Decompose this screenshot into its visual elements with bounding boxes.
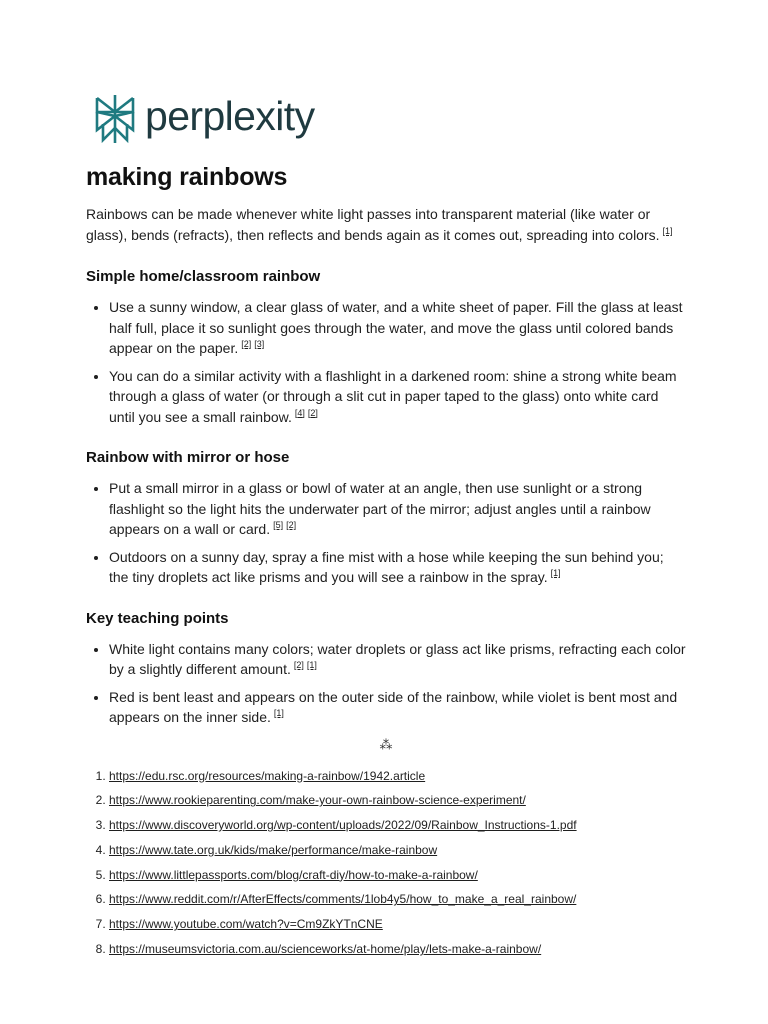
intro-paragraph (86, 204, 686, 246)
section-list-mirror-hose (86, 478, 686, 588)
reference-link[interactable]: https://www.tate.org.uk/kids/make/performance/make-rainbow (109, 842, 438, 857)
reference-item (109, 917, 686, 932)
reference-link[interactable]: https://www.discoveryworld.org/wp-content/uploads/2022/09/Rainbow_Instructions-1.pdf (109, 818, 577, 833)
citation (295, 408, 305, 418)
brand-logo (94, 94, 314, 144)
reference-link[interactable]: https://www.littlepassports.com/blog/craft-diy/how-to-make-a-rainbow/ (109, 867, 478, 882)
list-item-text: Use a sunny window, a clear glass of water, and a white sheet of paper. Fill the glass at least half full, place it so sunlight goes through the water, and move the glass until colored bands appear on the paper. (109, 299, 683, 356)
reference-item (109, 793, 686, 808)
list-item (109, 639, 686, 680)
list-item-text: You can do a similar activity with a flashlight in a darkened room: shine a strong white beam through a glass of water (or through a slit cut in paper taped to the glass) onto white card until you see a small rainbow. (109, 367, 677, 425)
list-item (109, 547, 686, 588)
citation-link[interactable]: [2] (307, 407, 318, 418)
citation (273, 520, 283, 530)
citation-link[interactable]: [2] (241, 339, 252, 349)
citation-link[interactable]: [3] (254, 339, 265, 349)
reference-item (109, 769, 686, 784)
citation (294, 660, 304, 670)
intro-text: Rainbows can be made whenever white light passes into transparent material (like water or glass), bends (refracts), then reflects and bends again as it comes out, spreading into colors. (86, 206, 660, 243)
list-item (109, 478, 686, 540)
page-title: making rainbows (86, 163, 288, 191)
list-item-text: Put a small mirror in a glass or bowl of water at an angle, then use sunlight or a strong flashlight so the light hits the underwater part of the mirror; adjust angles until a rainbow appears on a wall or card. (109, 480, 651, 537)
citation (551, 568, 561, 578)
reference-link[interactable]: https://www.rookieparenting.com/make-your-own-rainbow-science-experiment/ (109, 793, 526, 808)
section-heading-mirror-hose: Rainbow with mirror or hose (86, 449, 290, 466)
section-list-teaching-points (86, 639, 686, 728)
section-heading-home-rainbow: Simple home/classroom rainbow (86, 268, 321, 285)
section-separator: ⁂ (379, 736, 393, 752)
section-list-home-rainbow (86, 297, 686, 427)
list-item (109, 687, 686, 728)
list-item (109, 297, 686, 359)
reference-link[interactable]: https://www.reddit.com/r/AfterEffects/comments/1lob4y5/how_to_make_a_real_rainbow/ (109, 892, 577, 907)
section-heading-teaching-points: Key teaching points (86, 609, 229, 627)
citation-link[interactable]: [2] (293, 660, 304, 670)
reference-item (109, 942, 686, 957)
list-item-text: Red is bent least and appears on the outer side of the rainbow, while violet is bent most and appears on the inner side. (109, 688, 678, 725)
citation-link[interactable]: [2] (286, 520, 297, 530)
citation-link[interactable]: [4] (294, 407, 305, 418)
citation (286, 520, 296, 530)
reference-link[interactable]: https://edu.rsc.org/resources/making-a-rainbow/1942.article (109, 768, 426, 783)
citation (274, 708, 284, 718)
reference-item (109, 843, 686, 858)
citation (241, 339, 251, 349)
list-item-text: Outdoors on a sunny day, spray a fine mist with a hose while keeping the sun behind you; the tiny droplets act like prisms and you will see a rainbow in the spray. (109, 548, 664, 585)
citation-link[interactable]: [1] (550, 568, 561, 578)
perplexity-logo-icon (94, 94, 136, 144)
citation (254, 339, 264, 349)
citation (663, 226, 673, 236)
reference-list (86, 769, 686, 958)
reference-item (109, 868, 686, 883)
citation-link[interactable]: [1] (273, 708, 284, 718)
citation (307, 660, 317, 670)
reference-link[interactable]: https://www.youtube.com/watch?v=Cm9ZkYTnCNE (109, 917, 383, 932)
citation (308, 408, 318, 418)
reference-link[interactable]: https://museumsvictoria.com.au/scienceworks/at-home/play/lets-make-a-rainbow/ (109, 942, 542, 957)
answer-content (86, 160, 686, 967)
list-item-text: White light contains many colors; water droplets or glass act like prisms, refracting each color by a slightly different amount. (109, 640, 686, 677)
citation-link[interactable]: [5] (273, 520, 284, 530)
brand-wordmark: perplexity (145, 92, 315, 139)
reference-item (109, 818, 686, 833)
reference-item (109, 892, 686, 907)
citation-link[interactable]: [1] (306, 660, 317, 670)
list-item (109, 366, 686, 428)
citation-link[interactable]: [1] (662, 226, 673, 236)
